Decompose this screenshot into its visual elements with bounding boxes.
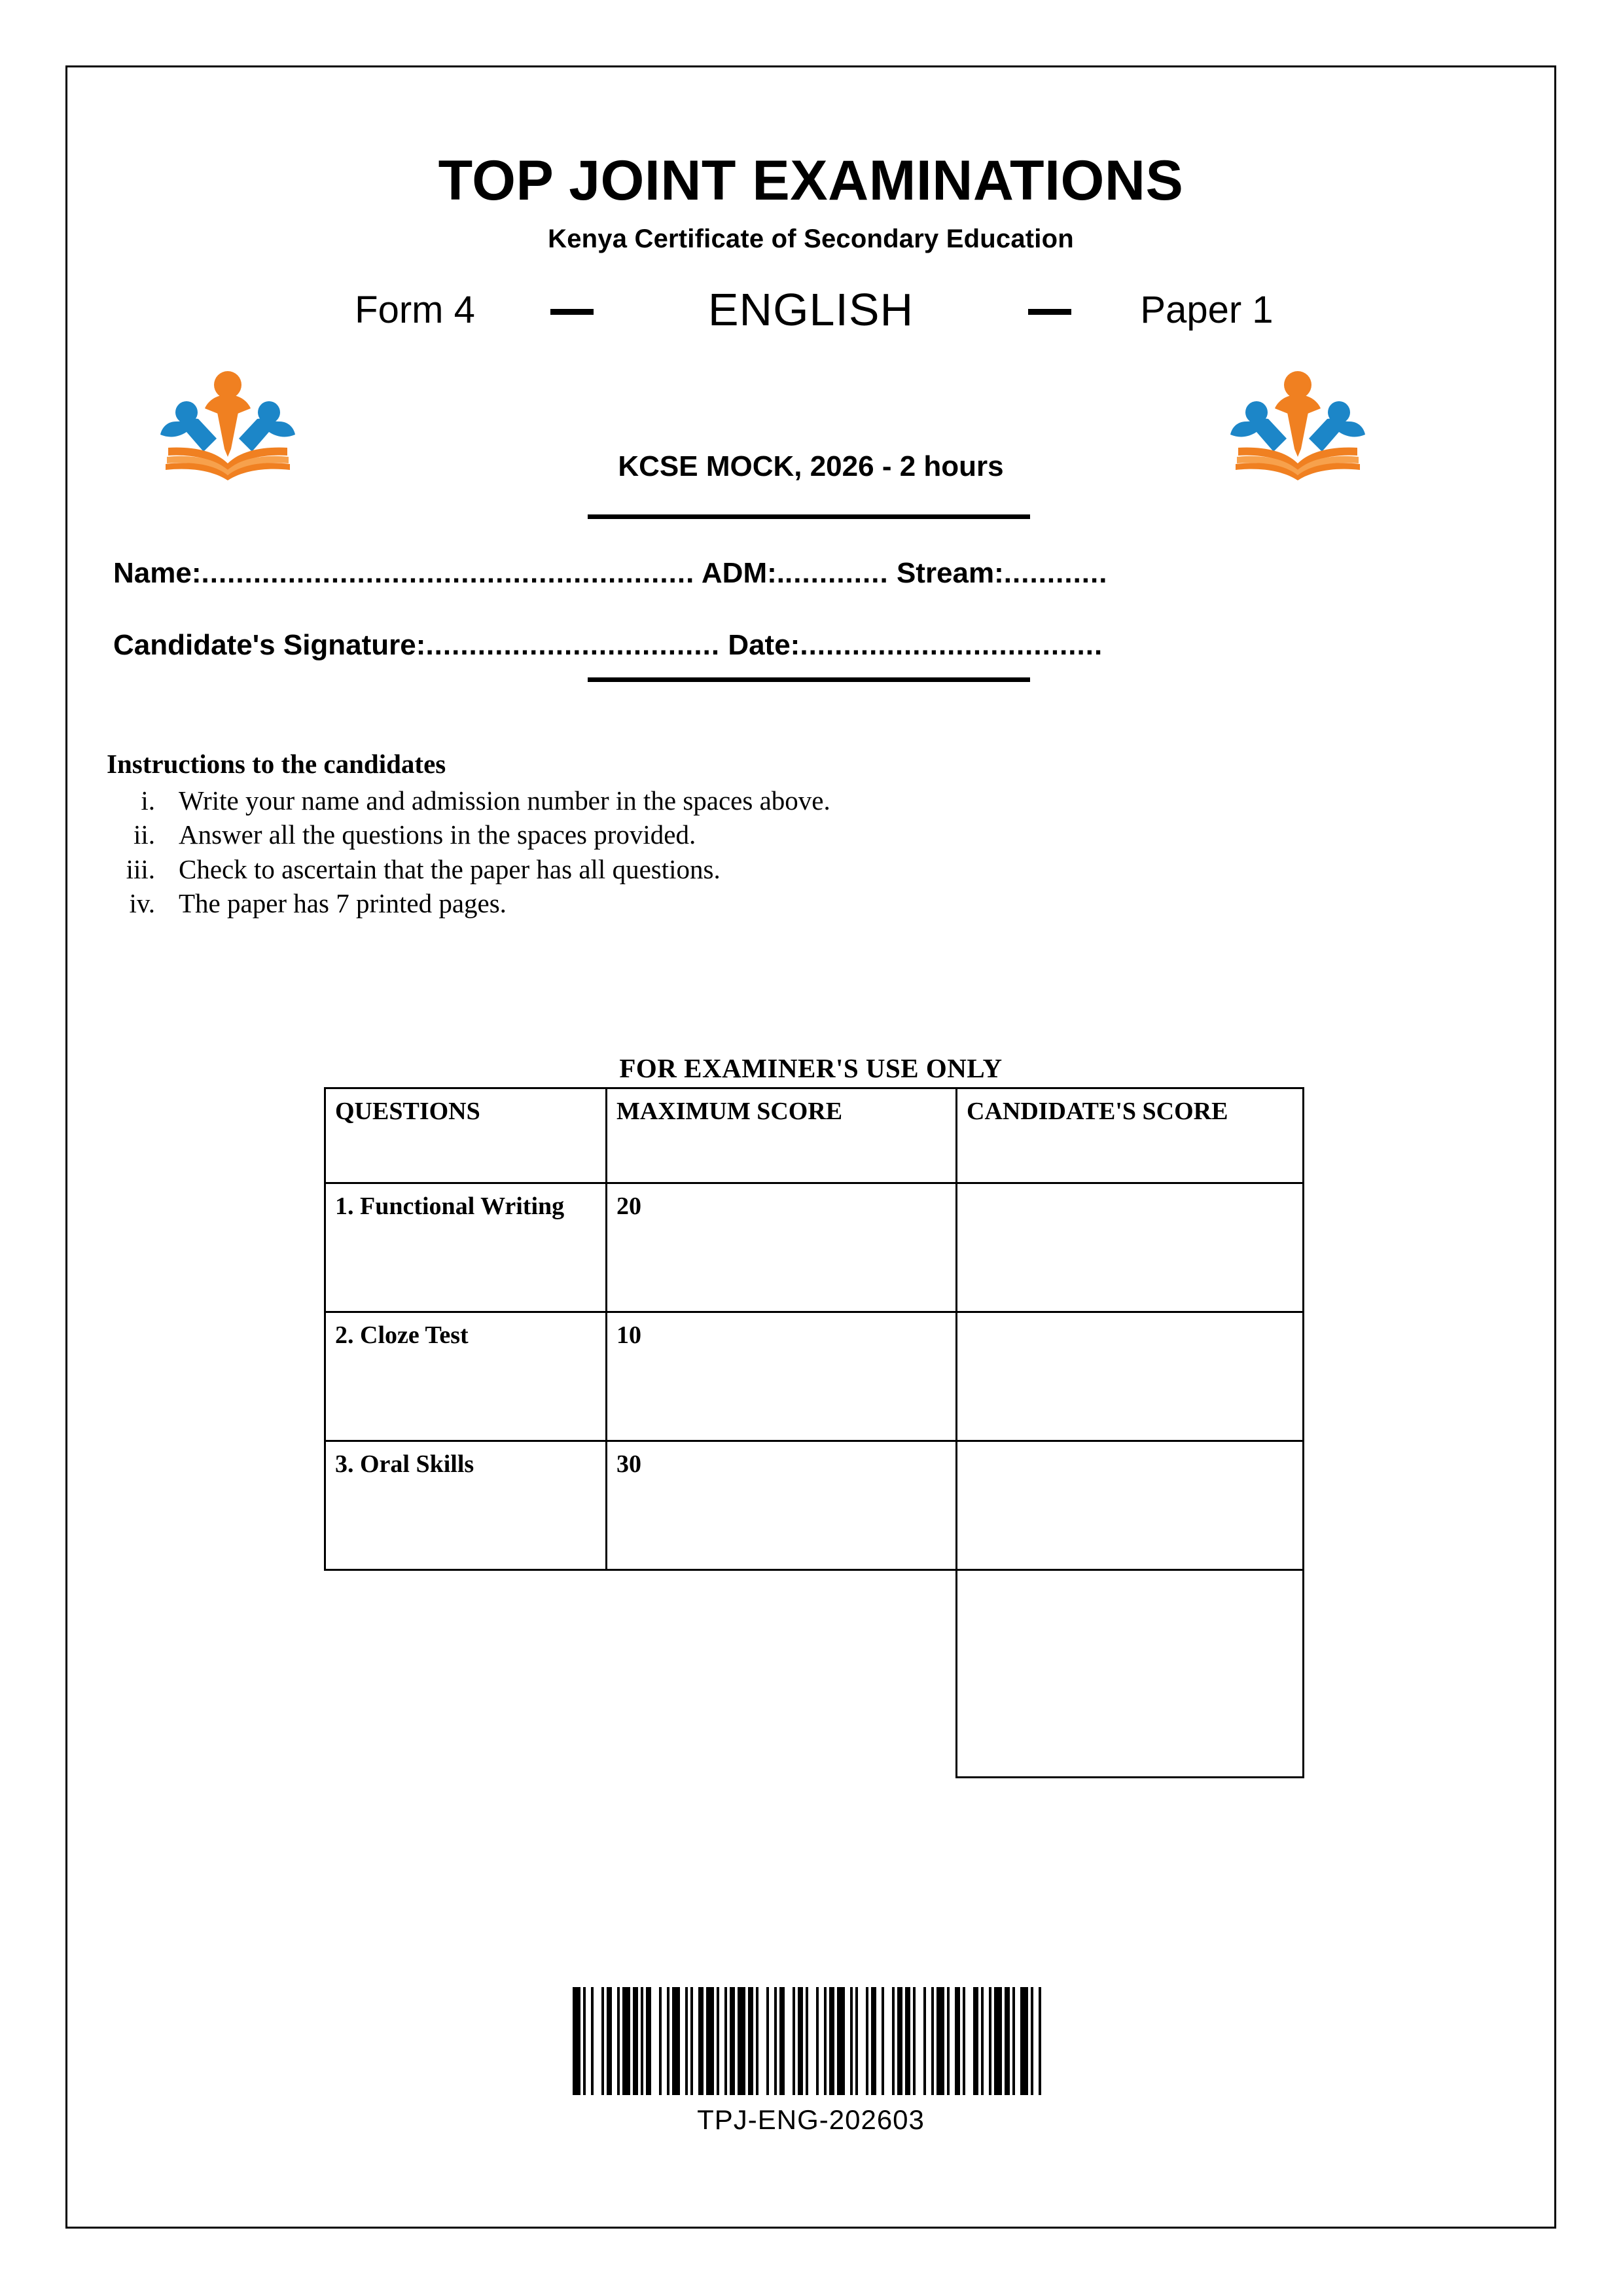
mock-exam-line: KCSE MOCK, 2026 - 2 hours — [618, 450, 1004, 482]
instructions-heading: Instructions to the candidates — [107, 749, 446, 779]
total-blank-cell-middle — [607, 1570, 957, 1778]
table-row — [325, 1183, 1304, 1312]
total-score-input[interactable] — [957, 1570, 1304, 1778]
maximum-score-value: 30 — [607, 1441, 957, 1570]
barcode-image — [573, 1987, 1049, 2095]
rule-bottom — [588, 677, 1030, 682]
total-blank-cell-left — [325, 1570, 607, 1778]
exam-subtitle: Kenya Certificate of Secondary Education — [548, 224, 1074, 253]
instruction-item — [107, 886, 1416, 920]
signature-input[interactable]: .................................. — [425, 629, 721, 661]
stream-input[interactable]: ............ — [1003, 557, 1108, 589]
instruction-text: Answer all the questions in the spaces provided. — [179, 819, 696, 850]
form-label: Form 4 — [355, 288, 475, 331]
instruction-number: iii. — [126, 853, 155, 884]
instruction-item — [107, 783, 1416, 817]
adm-label: ADM:. — [701, 557, 785, 589]
column-header-maximum-score: MAXIMUM SCORE — [607, 1088, 957, 1183]
dash-separator-left — [523, 298, 621, 321]
candidate-score-input[interactable] — [957, 1183, 1304, 1312]
subject-name: ENGLISH — [707, 284, 914, 335]
instruction-number: i. — [141, 785, 155, 816]
name-label: Name: — [113, 557, 202, 589]
subject-row — [67, 283, 1554, 336]
table-header-row — [325, 1088, 1304, 1183]
instruction-item — [107, 817, 1416, 852]
candidate-name-line — [113, 557, 1474, 590]
barcode-block — [67, 1979, 1554, 2136]
instructions-block — [107, 748, 1416, 921]
examiner-score-table — [324, 1087, 1304, 1778]
barcode-text: TPJ-ENG-202603 — [697, 2104, 925, 2135]
table-total-row — [325, 1570, 1304, 1778]
column-header-questions: QUESTIONS — [325, 1088, 607, 1183]
name-input[interactable]: ......................................................... — [201, 557, 695, 589]
page-frame — [65, 65, 1556, 2229]
adm-input[interactable]: ............ — [785, 557, 889, 589]
instruction-text: Check to ascertain that the paper has all questions. — [179, 853, 721, 884]
candidate-signature-line — [113, 629, 1474, 662]
table-row — [325, 1441, 1304, 1570]
column-header-candidate-score: CANDIDATE'S SCORE — [957, 1088, 1304, 1183]
instructions-list — [107, 783, 1416, 921]
question-label: 2. Cloze Test — [325, 1312, 607, 1441]
maximum-score-value: 20 — [607, 1183, 957, 1312]
paper-label: Paper 1 — [1140, 288, 1274, 331]
instruction-item — [107, 852, 1416, 886]
date-label: Date: — [728, 629, 800, 661]
dash-separator-right — [1001, 298, 1099, 321]
candidate-score-input[interactable] — [957, 1312, 1304, 1441]
question-label: 3. Oral Skills — [325, 1441, 607, 1570]
stream-label: Stream: — [896, 557, 1004, 589]
table-row — [325, 1312, 1304, 1441]
examiner-use-heading: FOR EXAMINER'S USE ONLY — [619, 1053, 1003, 1083]
instruction-number: ii. — [133, 819, 155, 850]
rule-top — [588, 514, 1030, 519]
instruction-number: iv. — [129, 888, 155, 919]
maximum-score-value: 10 — [607, 1312, 957, 1441]
date-input[interactable]: ................................... — [800, 629, 1103, 661]
question-label: 1. Functional Writing — [325, 1183, 607, 1312]
candidate-score-input[interactable] — [957, 1441, 1304, 1570]
masthead — [67, 67, 1554, 254]
signature-label: Candidate's Signature: — [113, 629, 426, 661]
instruction-text: The paper has 7 printed pages. — [179, 888, 507, 919]
exam-title: TOP JOINT EXAMINATIONS — [438, 149, 1184, 212]
instruction-text: Write your name and admission number in the spaces above. — [179, 785, 830, 816]
